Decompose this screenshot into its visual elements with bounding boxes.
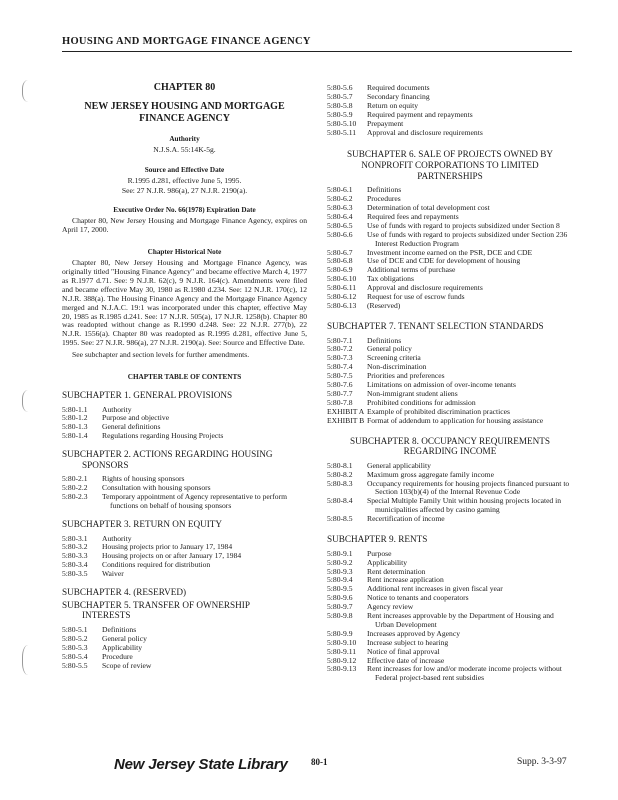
toc-entry [62,570,307,579]
section-number: 5:80-2.3 [62,492,88,502]
section-title: Required documents [367,83,430,92]
toc-entry [327,337,573,346]
section-number: 5:80-5.5 [62,660,88,670]
section-number: 5:80-6.8 [327,256,353,266]
subchapter-1-title: SUBCHAPTER 1. GENERAL PROVISIONS [62,389,233,400]
section-number: 5:80-6.6 [327,229,353,239]
subchapter-6-title: SUBCHAPTER 6. SALE OF PROJECTS OWNED BY NONPROFIT CORPORATIONS TO LIMITED PARTNERSHIPS [347,149,553,181]
executive-order-text: Chapter 80, New Jersey Housing and Mortgage Finance Agency, expires on April 17, 2000. [62,216,307,235]
section-title: Increase subject to hearing [367,637,449,647]
section-number: 5:80-5.2 [62,633,88,643]
section-number: 5:80-5.8 [327,100,353,110]
section-title: Occupancy requirements for housing projects financed pursuant to Section 103(b)(4) of the Internal Revenue Code [367,478,570,497]
subchapter-6-list [327,186,573,311]
section-title: Example of prohibited discrimination practices [367,406,510,416]
subchapter-9-title: SUBCHAPTER 9. RENTS [327,534,428,545]
header-rule [62,51,572,52]
historical-note-heading: Chapter Historical Note [147,248,222,257]
running-header: HOUSING AND MORTGAGE FINANCE AGENCY [62,36,311,47]
section-title: Investment income earned on the PSR, DCE and CDE [367,247,533,257]
section-title: Maximum gross aggregate family income [367,469,494,479]
section-number: 5:80-1.3 [62,422,88,432]
section-title: Tax obligations [367,274,414,284]
section-number: 5:80-5.10 [327,118,357,128]
section-title: Non-immigrant student aliens [367,388,458,398]
section-title: Rights of housing sponsors [102,474,185,484]
section-title: Required payment and repayments [367,109,473,119]
toc-entry [327,111,573,120]
toc-entry [327,612,573,630]
subchapter-8-title: SUBCHAPTER 8. OCCUPANCY REQUIREMENTS REGARDING INCOME [350,435,550,457]
toc-entry [327,639,573,648]
section-number: 5:80-8.4 [327,496,353,506]
toc-entry [62,406,307,415]
section-number: 5:80-1.1 [62,404,88,414]
section-number: 5:80-6.5 [327,220,353,230]
section-number: 5:80-8.1 [327,460,353,470]
section-title: Scope of review [102,660,152,670]
section-number: 5:80-6.7 [327,247,353,257]
chapter-number: CHAPTER 80 [153,82,216,93]
section-number: 5:80-6.1 [327,185,353,195]
section-number: 5:80-9.12 [327,655,357,665]
section-title: Required fees and repayments [367,211,459,221]
subchapter-9-list [327,550,573,684]
toc-entry [62,493,307,511]
section-number: 5:80-7.1 [327,335,353,345]
toc-entry [327,129,573,138]
section-number: 5:80-6.4 [327,211,353,221]
toc-entry [62,662,307,671]
section-number: 5:80-9.5 [327,584,353,594]
subchapter-5-list [62,626,307,671]
section-title: Authority [102,404,132,414]
subchapter-5-title: SUBCHAPTER 5. TRANSFER OF OWNERSHIP INTERESTS [62,599,250,621]
section-number: 5:80-5.11 [327,127,357,137]
toc-entry [62,653,307,662]
section-number: 5:80-7.5 [327,371,353,381]
toc-entry [327,293,573,302]
section-title: Regulations regarding Housing Projects [102,431,224,441]
section-number: 5:80-3.5 [62,569,88,579]
section-number: 5:80-6.13 [327,301,357,310]
section-title: Determination of total development cost [367,203,490,213]
section-title: Applicability [367,557,408,567]
source-heading: Source and Effective Date [144,165,225,174]
historical-note-text: Chapter 80, New Jersey Housing and Mortgage Finance Agency, was originally titled "Housing Finance Agency" and became effective March 4, 1977 as R.1977 d.71. See: 9 N.J.R. 62(c), 9 N.J.R. 164(c). Amendments were filed and became effective May 30, 1980 as R.1980 d.234. See: 12 N.J.R. 170(c), 12 N.J.R. 388(a). The Housing Finance Agency and the Mortgage Finance Agency merged and N.J.A.C. 19:1 was incorporated under this chapter, effective May 20, 1985 as R.1985 d.241. See: 17 N.J.R. 505(a), 17 N.J.R. 1258(b). Chapter 80 was readopted without change as R.1990 d.248. See: 22 N.J.R. 277(b), 22 N.J.R. 1556(a). Chapter 80 was readopted as R.1995 d.281, effective June 5, 1995. See: 27 N.J.R. 986(a), 27 N.J.R. 2190(a). See: Source and Effective Date. [62,258,307,348]
page-number: 80-1 [311,757,328,767]
section-title: Use of funds with regard to projects subsidized under Section 236 Interest Reduction Program [367,229,568,248]
section-number: 5:80-2.2 [62,483,88,493]
section-title: Prepayment [367,118,404,128]
subchapter-7-title: SUBCHAPTER 7. TENANT SELECTION STANDARDS [327,320,544,331]
section-title: General policy [102,633,147,643]
section-number: 5:80-9.9 [327,628,353,638]
section-title: Definitions [367,185,402,195]
margin-mark [22,390,37,412]
executive-order-heading: Executive Order No. 66(1978) Expiration Date [113,206,256,215]
section-number: 5:80-6.10 [327,274,357,284]
section-title: Rent determination [367,566,426,576]
section-title: Definitions [367,335,402,345]
subchapter-3-title: SUBCHAPTER 3. RETURN ON EQUITY [62,518,223,529]
section-title: Approval and disclosure requirements [367,283,483,293]
section-title: Special Multiple Family Unit within housing projects located in municipalities affected by casino gaming [367,496,562,515]
toc-entry [327,630,573,639]
section-number: 5:80-5.7 [327,91,353,101]
library-stamp: New Jersey State Library [114,756,288,773]
section-number: 5:80-6.3 [327,203,353,213]
section-title: Limitations on admission of over-income tenants [367,380,516,390]
section-title: Return on equity [367,100,419,110]
section-number: 5:80-8.3 [327,478,353,488]
section-number: 5:80-6.11 [327,283,357,293]
section-number: 5:80-8.2 [327,469,353,479]
toc-entry [62,432,307,441]
section-title: Use of funds with regard to projects subsidized under Section 8 [367,220,560,230]
section-title: Recertification of income [367,514,445,524]
section-number: 5:80-9.2 [327,557,353,567]
toc-entry [327,354,573,363]
section-number: 5:80-6.2 [327,194,353,204]
toc-entry [327,93,573,102]
toc-entry [62,414,307,423]
toc-entry [327,665,573,683]
section-title: General applicability [367,460,431,470]
section-number: 5:80-7.2 [327,344,353,354]
toc-entry [327,417,573,426]
authority-heading: Authority [169,134,200,143]
toc-entry [327,648,573,657]
source-line: See: 27 N.J.R. 986(a), 27 N.J.R. 2190(a). [121,185,248,195]
section-title: Additional rent increases in given fiscal year [367,584,503,594]
section-number: 5:80-3.2 [62,542,88,552]
left-column [62,82,307,670]
section-title: Approval and disclosure requirements [367,127,483,137]
section-title: Request for use of escrow funds [367,292,465,302]
toc-entry [327,515,573,524]
section-number: 5:80-9.1 [327,548,353,558]
section-number: 5:80-7.8 [327,397,353,407]
see-note: See subchapter and section levels for further amendments. [72,350,250,360]
section-number: EXHIBIT A [327,406,365,416]
section-title: Notice of final approval [367,646,440,656]
section-title: Conditions required for distribution [102,560,211,570]
section-title: Effective date of increase [367,655,445,665]
toc-entry [62,644,307,653]
toc-entry [62,635,307,644]
section-title: Waiver [102,569,124,579]
toc-entry [327,84,573,93]
toc-entry [327,568,573,577]
section-number: 5:80-8.5 [327,514,353,524]
subchapter-1-list [62,406,307,442]
source-line: R.1995 d.281, effective June 5, 1995. [127,175,242,185]
subchapter-3-list [62,535,307,580]
section-title: Rent increases approvable by the Department of Housing and Urban Development [367,611,554,629]
toc-heading: CHAPTER TABLE OF CONTENTS [127,373,242,382]
section-title: Rent increase application [367,575,444,585]
section-number: 5:80-7.4 [327,362,353,372]
section-number: 5:80-9.10 [327,637,357,647]
section-number: 5:80-7.6 [327,380,353,390]
section-number: 5:80-6.12 [327,292,357,302]
toc-entry [327,231,573,249]
authority-text: N.J.S.A. 55:14K-5g. [153,144,216,154]
section-title: Format of addendum to application for housing assistance [367,415,544,425]
section-number: 5:80-9.6 [327,593,353,603]
toc-entry [327,480,573,498]
section-title: Rent increases for low and/or moderate income projects without Federal project-based rent subsidies [367,664,562,683]
toc-entry [327,497,573,515]
subchapter-7-list [327,337,573,426]
supplement-date: Supp. 3-3-97 [517,757,567,767]
section-number: 5:80-9.11 [327,646,357,656]
section-number: 5:80-5.4 [62,651,88,661]
section-number: 5:80-5.9 [327,109,353,119]
section-number: 5:80-2.1 [62,474,88,484]
section-title: Housing projects prior to January 17, 1984 [102,542,233,552]
toc-entry [327,559,573,568]
subchapter-5-continued-list [327,84,573,137]
section-title: Increases approved by Agency [367,628,460,638]
section-number: 5:80-9.7 [327,602,353,612]
section-title: Applicability [102,642,143,652]
section-number: 5:80-5.1 [62,624,88,634]
section-title: (Reserved) [367,301,401,310]
chapter-name: NEW JERSEY HOUSING AND MORTGAGE FINANCE AGENCY [84,100,285,124]
section-number: 5:80-7.3 [327,353,353,363]
section-title: Purpose [367,548,392,558]
section-number: 5:80-3.1 [62,533,88,543]
section-number: 5:80-9.13 [327,664,357,674]
section-title: Consultation with housing sponsors [102,483,211,493]
section-number: 5:80-6.9 [327,265,353,275]
section-title: Housing projects on or after January 17, 1984 [102,551,242,561]
section-title: Priorities and preferences [367,371,445,381]
section-title: Additional terms of purchase [367,265,456,275]
toc-entry [327,594,573,603]
section-title: Authority [102,533,132,543]
toc-entry [327,186,573,195]
right-column [327,84,573,683]
toc-entry [327,302,573,311]
toc-entry [327,266,573,275]
section-number: 5:80-3.4 [62,560,88,570]
section-title: Non-discrimination [367,362,427,372]
section-number: 5:80-5.6 [327,83,353,92]
section-title: Procedure [102,651,133,661]
toc-entry [327,345,573,354]
margin-mark [22,80,37,102]
section-title: General definitions [102,422,161,432]
section-number: 5:80-1.4 [62,431,88,441]
section-number: EXHIBIT B [327,415,365,425]
section-title: Prohibited conditions for admission [367,397,476,407]
section-title: Purpose and objective [102,413,170,423]
section-number: 5:80-9.4 [327,575,353,585]
margin-mark [22,645,37,675]
toc-entry [62,626,307,635]
section-number: 5:80-1.2 [62,413,88,423]
section-title: Definitions [102,624,137,634]
toc-entry [327,363,573,372]
subchapter-2-list [62,475,307,511]
section-number: 5:80-5.3 [62,642,88,652]
section-title: Procedures [367,194,401,204]
subchapter-8-list [327,462,573,524]
section-title: Use of DCE and CDE for development of housing [367,256,521,266]
toc-entry [62,561,307,570]
subchapter-2-title: SUBCHAPTER 2. ACTIONS REGARDING HOUSING SPONSORS [62,449,273,470]
section-title: Notice to tenants and cooperators [367,593,469,603]
section-title: Temporary appointment of Agency representative to perform functions on behalf of housing sponsors [102,492,288,511]
section-number: 5:80-7.7 [327,388,353,398]
section-number: 5:80-9.3 [327,566,353,576]
toc-entry [327,550,573,559]
subchapter-4-title: SUBCHAPTER 4. (RESERVED) [62,587,187,598]
section-title: General policy [367,344,412,354]
section-title: Secondary financing [367,91,430,101]
section-number: 5:80-3.3 [62,551,88,561]
section-title: Screening criteria [367,353,421,363]
section-number: 5:80-9.8 [327,611,353,621]
section-title: Agency review [367,602,414,612]
